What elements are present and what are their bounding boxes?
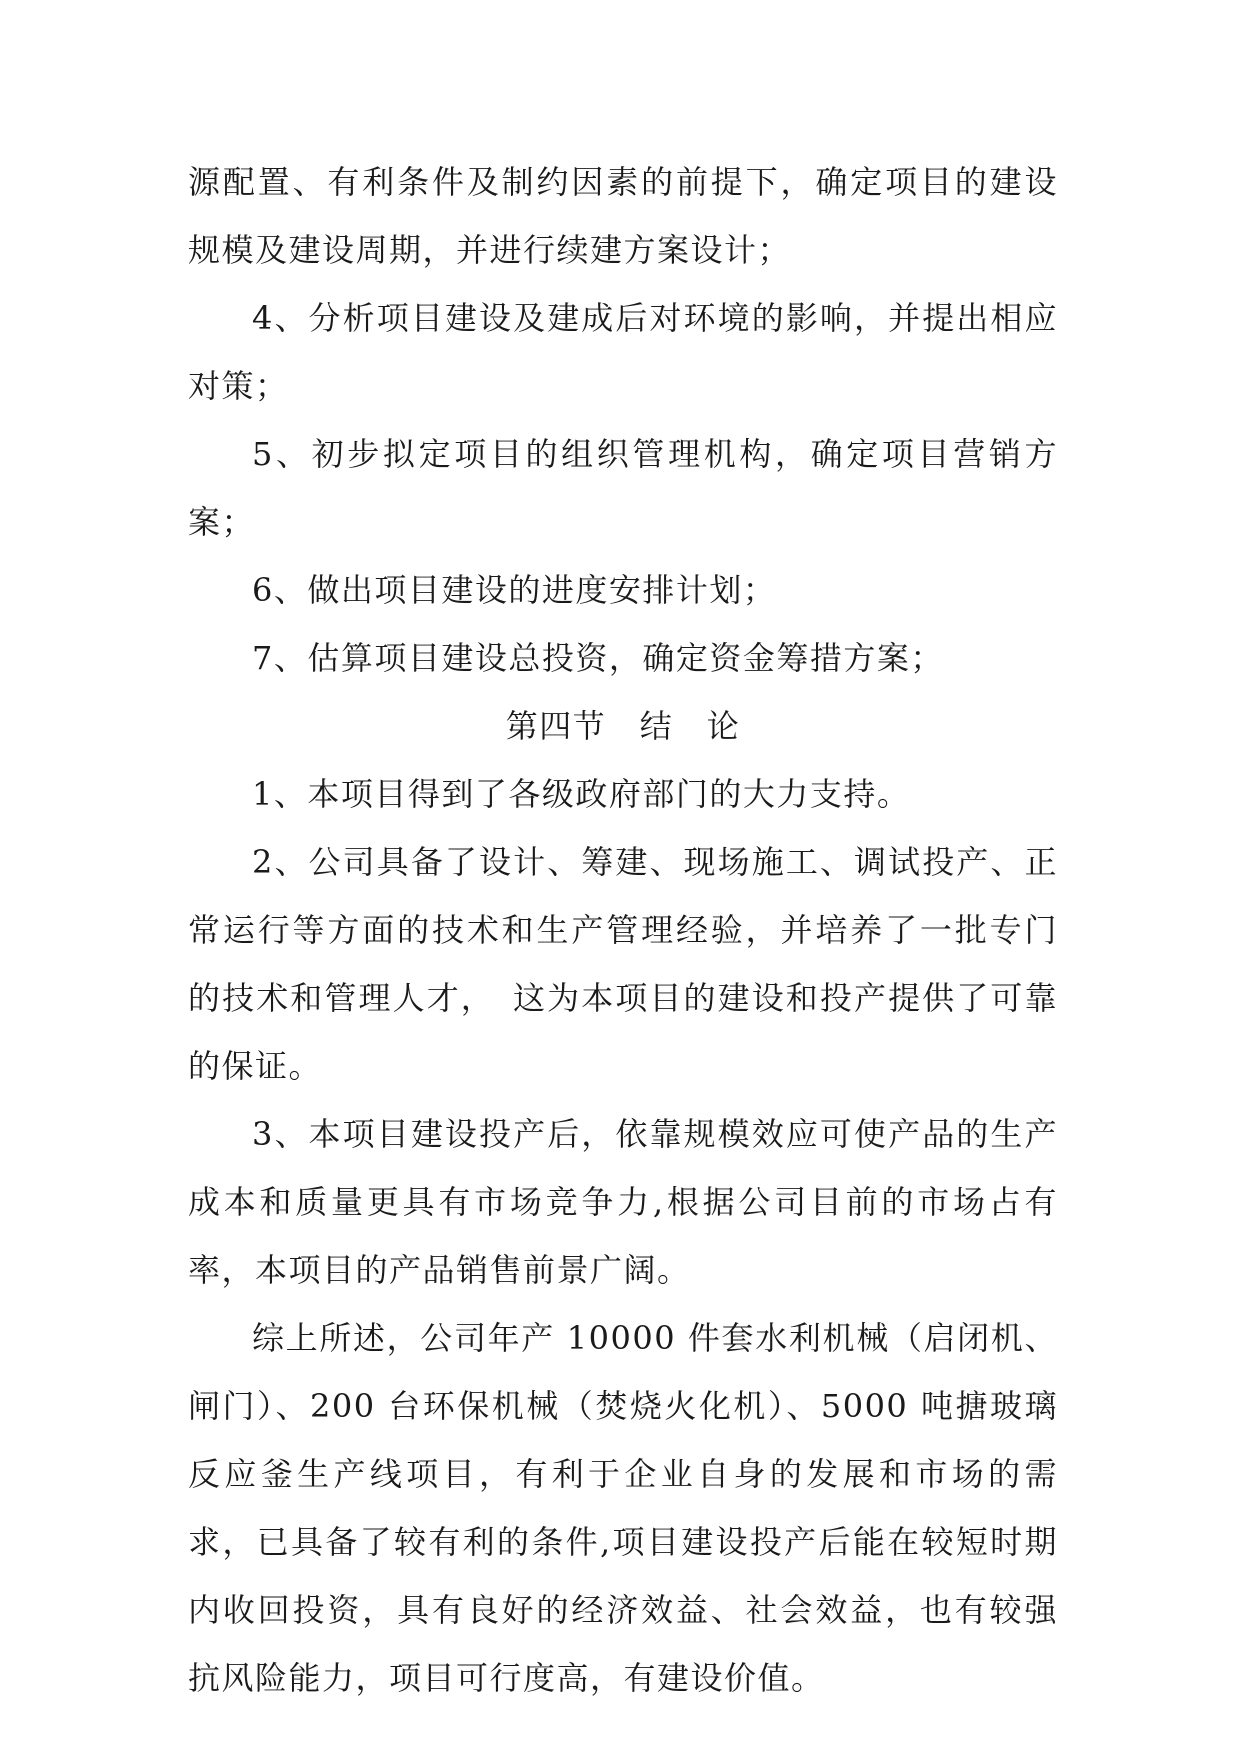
paragraph-item-5-organization: 5、初步拟定项目的组织管理机构，确定项目营销方案；: [188, 435, 1058, 541]
paragraph-resource-allocation: 源配置、有利条件及制约因素的前提下，确定项目的建设规模及建设周期，并进行续建方案设计；: [188, 163, 1058, 269]
section-heading-conclusion: 第四节 结 论: [505, 707, 741, 745]
paragraph-item-6-schedule: 6、做出项目建设的进度安排计划；: [252, 571, 777, 609]
paragraph-conclusion-3: 3、本项目建设投产后，依靠规模效应可使产品的生产成本和质量更具有市场竞争力,根据公司目前的市场占有率，本项目的产品销售前景广阔。: [188, 1115, 1058, 1289]
paragraph-summary: 综上所述，公司年产 10000 件套水利机械（启闭机、闸门）、200 台环保机械（焚烧火化机）、5000 吨搪玻璃反应釜生产线项目，有利于企业自身的发展和市场的需求，已具备了较有利的条件,项目建设投产后能在较短时期内收回投资，具有良好的经济效益、社会效益，也有较强抗风险能力，项目可行度高，有建设价值。: [188, 1319, 1058, 1697]
document-page: [188, 148, 1058, 1712]
paragraph-conclusion-2: 2、公司具备了设计、筹建、现场施工、调试投产、正常运行等方面的技术和生产管理经验，并培养了一批专门的技术和管理人才， 这为本项目的建设和投产提供了可靠的保证。: [188, 843, 1058, 1085]
paragraph-item-4-environment: 4、分析项目建设及建成后对环境的影响，并提出相应对策；: [188, 299, 1058, 405]
paragraph-item-7-investment: 7、估算项目建设总投资，确定资金筹措方案；: [252, 639, 944, 677]
paragraph-conclusion-1: 1、本项目得到了各级政府部门的大力支持。: [252, 775, 911, 813]
